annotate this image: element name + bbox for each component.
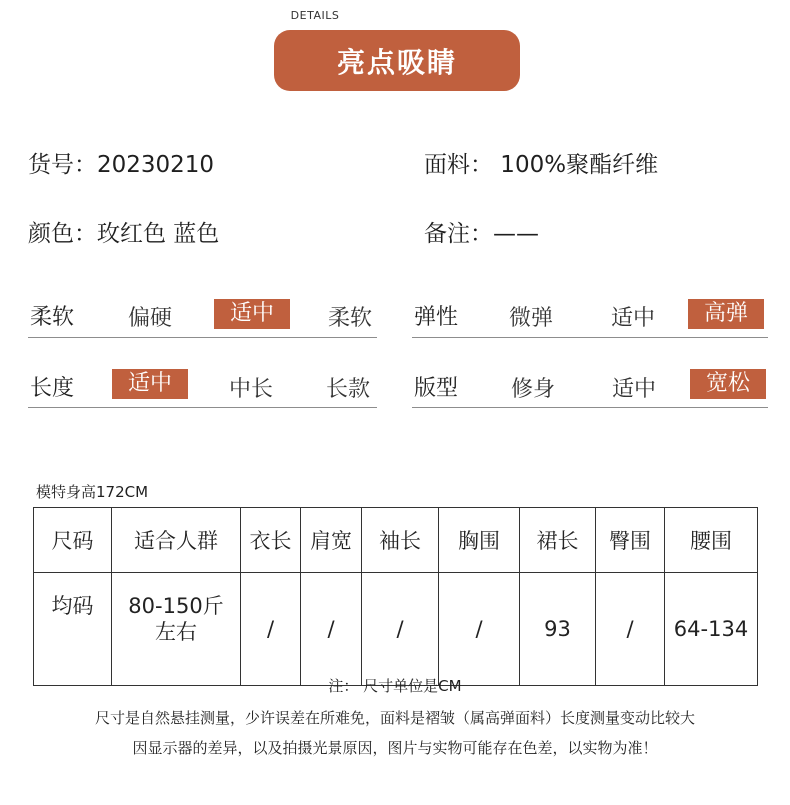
cell-bust: / [439,573,520,686]
header-bust: 胸围 [439,508,520,573]
remark-info: 备注：—— [424,221,539,247]
header-garment-length: 衣长 [241,508,301,573]
header-skirt-length: 裙长 [520,508,596,573]
fit-underline [412,407,768,408]
size-table-row [34,573,758,686]
length-underline [28,407,377,408]
cell-size: 均码 [34,573,112,686]
item-number: 货号：20230210 [28,152,215,178]
cell-group-approx: 左右 [155,620,197,644]
header-hip: 臀围 [596,508,665,573]
header-suitable-group: 适合人群 [112,508,241,573]
header-waist: 腰围 [665,508,758,573]
unit-note: 注： 尺寸单位是CM [328,677,462,695]
cell-shoulder: / [301,573,362,686]
elasticity-option-medium: 适中 [611,306,656,331]
cell-garment-length: / [241,573,301,686]
softness-underline [28,337,377,338]
size-chart-table [33,507,758,686]
fit-option-slim: 修身 [511,377,556,402]
softness-option-hard: 偏硬 [128,306,173,331]
header-shoulder: 肩宽 [301,508,362,573]
softness-option-soft: 柔软 [328,306,373,331]
header-sleeve: 袖长 [362,508,439,573]
highlight-title-banner: 亮点吸睛 [274,30,520,91]
header-size: 尺码 [34,508,112,573]
cell-skirt-length: 93 [520,573,596,686]
disclaimer-line-2: 因显示器的差异，以及拍摄光景原因，图片与实物可能存在色差，以实物为准！ [132,739,658,757]
fabric-info: 面料： 100%聚酯纤维 [424,152,659,178]
cell-group-weight: 80-150斤 [128,594,224,618]
size-table-header-row [34,508,758,573]
cell-sleeve: / [362,573,439,686]
cell-hip: / [596,573,665,686]
elasticity-underline [412,337,768,338]
length-option-mid-long: 中长 [229,377,274,402]
fit-option-loose-selected: 宽松 [690,369,766,399]
elasticity-option-high-selected: 高弹 [688,299,764,329]
details-eyebrow: DETAILS [290,9,340,22]
length-option-medium-selected: 适中 [112,369,188,399]
fit-label: 版型 [414,376,459,401]
model-height-note: 模特身高172CM [36,483,149,501]
elasticity-label: 弹性 [414,305,459,330]
cell-suitable-group [112,573,241,686]
disclaimer-line-1: 尺寸是自然悬挂测量，少许误差在所难免，面料是褶皱（属高弹面料）长度测量变动比较大 [94,709,695,727]
softness-option-medium-selected: 适中 [214,299,290,329]
softness-label: 柔软 [30,305,75,330]
elasticity-option-slight: 微弹 [509,306,554,331]
length-option-long: 长款 [326,377,371,402]
color-info: 颜色：玫红色 蓝色 [28,221,220,247]
fit-option-medium: 适中 [612,377,657,402]
cell-waist: 64-134 [665,573,758,686]
length-label: 长度 [30,376,75,401]
